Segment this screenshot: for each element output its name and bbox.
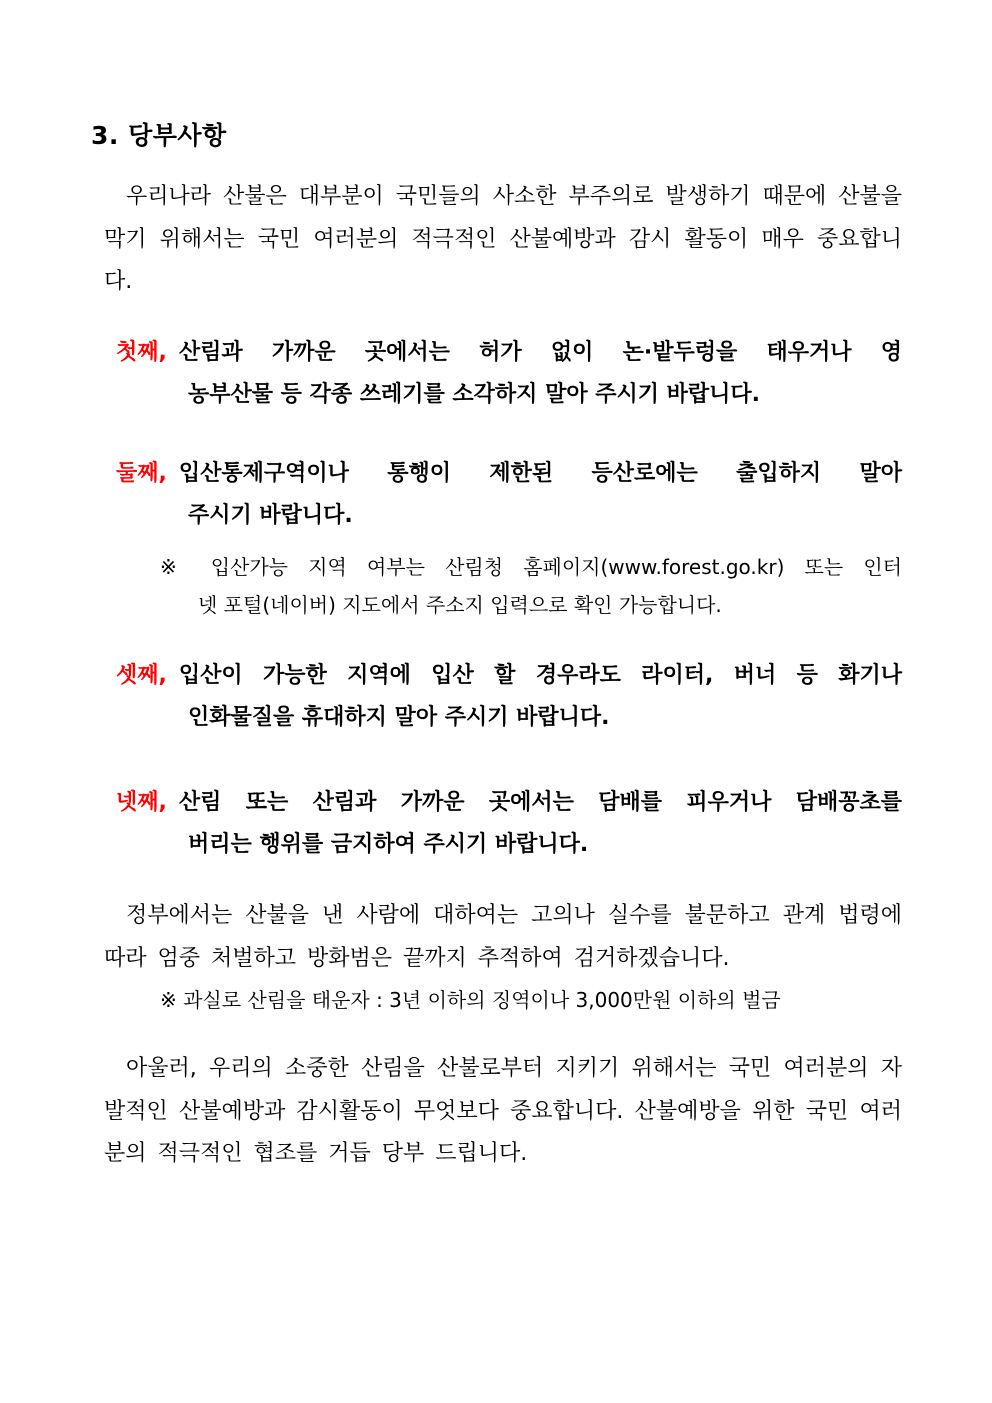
item-line1-second: 입산통제구역이나 통행이 제한된 등산로에는 출입하지 말아	[178, 461, 902, 486]
item-line1-fourth: 산림 또는 산림과 가까운 곳에서는 담배를 피우거나 담배꽁초를	[178, 790, 902, 815]
note-mountain-access	[160, 548, 902, 624]
note-line1: ※ 입산가능 지역 여부는 산림청 홈페이지(www.forest.go.kr) 또는 인터	[160, 555, 902, 579]
item-lead-third: 셋째,	[116, 663, 167, 688]
item-line2-first: 농부산물 등 각종 쓰레기를 소각하지 말아 주시기 바랍니다.	[188, 382, 761, 407]
list-item-first	[116, 332, 902, 416]
section-heading: 3. 당부사항	[91, 121, 227, 150]
item-lead-first: 첫째,	[116, 340, 167, 365]
list-item-fourth	[116, 782, 902, 866]
item-line1-third: 입산이 가능한 지역에 입산 할 경우라도 라이터, 버너 등 화기나	[178, 663, 902, 688]
list-item-second	[116, 453, 902, 537]
closing-paragraph: 아울러, 우리의 소중한 산림을 산불로부터 지키기 위해서는 국민 여러분의 자발적인 산불예방과 감시활동이 무엇보다 중요합니다. 산불예방을 위한 국민 여러분의 적극적인 협조를 거듭 당부 드립니다.	[104, 1056, 902, 1166]
item-line1-first: 산림과 가까운 곳에서는 허가 없이 논·밭두렁을 태우거나 영	[178, 340, 902, 365]
note-line2: 넷 포털(네이버) 지도에서 주소지 입력으로 확인 가능합니다.	[198, 593, 722, 617]
intro-paragraph: 우리나라 산불은 대부분이 국민들의 사소한 부주의로 발생하기 때문에 산불을 막기 위해서는 국민 여러분의 적극적인 산불예방과 감시 활동이 매우 중요합니다.	[104, 184, 902, 294]
penalty-paragraph: 정부에서는 산불을 낸 사람에 대하여는 고의나 실수를 불문하고 관계 법령에 따라 엄중 처벌하고 방화범은 끝까지 추적하여 검거하겠습니다.	[104, 903, 902, 971]
item-lead-second: 둘째,	[116, 461, 167, 486]
note-penalty: ※ 과실로 산림을 태운자 : 3년 이하의 징역이나 3,000만원 이하의 벌금	[160, 988, 781, 1012]
item-line2-fourth: 버리는 행위를 금지하여 주시기 바랍니다.	[188, 832, 589, 857]
item-line2-third: 인화물질을 휴대하지 말아 주시기 바랍니다.	[188, 705, 610, 730]
item-lead-fourth: 넷째,	[116, 790, 167, 815]
item-line2-second: 주시기 바랍니다.	[188, 503, 353, 528]
list-item-third	[116, 655, 902, 739]
